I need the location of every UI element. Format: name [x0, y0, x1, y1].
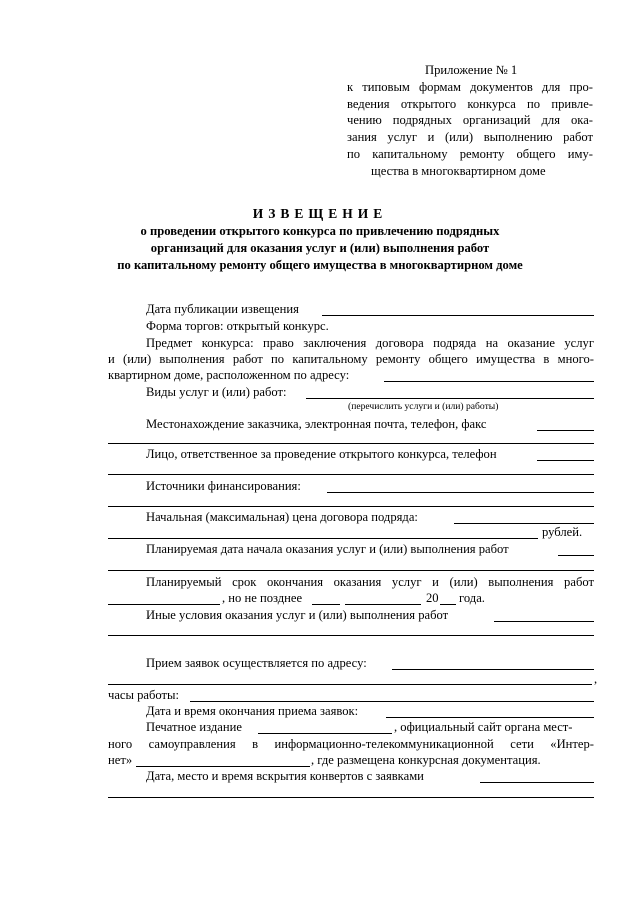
planned-start-label: Планируемая дата начала оказания услуг и (или) выполнения работ: [146, 542, 509, 556]
subject-line-3: квартирном доме, расположенном по адресу:: [108, 368, 350, 382]
auction-form-text: Форма торгов: открытый конкурс.: [146, 319, 329, 333]
envelopes-label: Дата, место и время вскрытия конвертов с заявками: [146, 769, 424, 783]
subtitle-line-3: по капитальному ремонту общего имущества в многоквартирном доме: [117, 258, 523, 272]
print-edition-label: Печатное издание: [146, 720, 242, 734]
publication-date-label: Дата публикации извещения: [146, 302, 299, 316]
initial-price-field[interactable]: [454, 523, 594, 524]
comma-text: ,: [594, 672, 598, 686]
responsible-person-field-2[interactable]: [108, 474, 594, 475]
appendix-line-2: ведения открытого конкурса по привле-: [347, 96, 593, 111]
rubles-text: рублей.: [542, 525, 583, 539]
print-edition-field[interactable]: [258, 733, 392, 734]
print-edition-line-3b: , где размещена конкурсная документация.: [311, 753, 541, 767]
appendix-block: [347, 62, 593, 180]
website-field[interactable]: [136, 766, 310, 767]
subject-line-1: Предмет конкурса: право заключения договора подряда на оказание услуг: [146, 336, 594, 350]
page-subtitle: [0, 223, 640, 274]
appendix-line-6: щества в многоквартирном доме: [371, 163, 546, 178]
other-conditions-label: Иные условия оказания услуг и (или) выполнения работ: [146, 608, 449, 622]
responsible-person-label: Лицо, ответственное за проведение открытого конкурса, телефон: [146, 447, 497, 461]
service-types-note: (перечислить услуги и (или) работы): [348, 401, 499, 412]
publication-date-field[interactable]: [322, 315, 594, 316]
appendix-line-3: чению подрядных организаций для ока-: [347, 113, 593, 128]
other-conditions-field-2[interactable]: [108, 635, 594, 636]
print-edition-text: , официальный сайт органа мест-: [394, 720, 573, 734]
initial-price-field-2[interactable]: [108, 538, 538, 539]
subtitle-line-2: организаций для оказания услуг и (или) выполнения работ: [150, 241, 490, 255]
applications-address-field-2[interactable]: [108, 684, 592, 685]
appendix-line-4: зания услуг и (или) выполнению работ: [347, 130, 593, 145]
customer-location-label: Местонахождение заказчика, электронная почта, телефон, факс: [146, 417, 487, 431]
appendix-line-1: к типовым формам документов для про-: [347, 79, 593, 94]
service-types-field[interactable]: [306, 398, 594, 399]
planned-term-text-c: года.: [459, 591, 485, 605]
planned-term-field[interactable]: [108, 604, 220, 605]
planned-term-text-b: 20: [426, 591, 439, 605]
planned-term-line-1: Планируемый срок окончания оказания услуг и (или) выполнения работ: [146, 575, 594, 589]
subject-line-2: и (или) выполнения работ по капитальному ремонту общего имущества в много-: [108, 352, 594, 366]
working-hours-field[interactable]: [190, 701, 594, 702]
print-edition-line-3a: нет»: [108, 753, 133, 767]
responsible-person-field[interactable]: [537, 460, 594, 461]
funding-sources-label: Источники финансирования:: [146, 479, 301, 493]
other-conditions-field[interactable]: [494, 621, 594, 622]
address-field[interactable]: [384, 381, 594, 382]
planned-term-text-a: , но не позднее: [222, 591, 303, 605]
envelopes-field[interactable]: [480, 782, 594, 783]
print-edition-line-2: ного самоуправления в информационно-телекоммуникационной сети «Интер-: [108, 737, 594, 751]
service-types-label: Виды услуг и (или) работ:: [146, 385, 287, 399]
planned-start-field[interactable]: [558, 555, 594, 556]
planned-term-year-field[interactable]: [440, 604, 456, 605]
appendix-number: Приложение № 1: [425, 63, 518, 77]
subtitle-line-1: о проведении открытого конкурса по привлечению подрядных: [140, 224, 500, 238]
funding-sources-field[interactable]: [327, 492, 594, 493]
deadline-label: Дата и время окончания приема заявок:: [146, 704, 359, 718]
customer-location-field[interactable]: [537, 430, 594, 431]
applications-address-field[interactable]: [392, 669, 594, 670]
planned-term-day-field[interactable]: [312, 604, 340, 605]
applications-address-label: Прием заявок осуществляется по адресу:: [146, 656, 367, 670]
working-hours-label: часы работы:: [108, 688, 180, 702]
planned-start-field-2[interactable]: [108, 570, 594, 571]
page-title: ИЗВЕЩЕНИЕ: [252, 206, 388, 221]
funding-sources-field-2[interactable]: [108, 506, 594, 507]
appendix-line-5: по капитальному ремонту общего иму-: [347, 146, 593, 161]
envelopes-field-2[interactable]: [108, 797, 594, 798]
deadline-field[interactable]: [386, 717, 594, 718]
initial-price-label: Начальная (максимальная) цена договора подряда:: [146, 510, 418, 524]
planned-term-month-field[interactable]: [345, 604, 421, 605]
customer-location-field-2[interactable]: [108, 443, 594, 444]
